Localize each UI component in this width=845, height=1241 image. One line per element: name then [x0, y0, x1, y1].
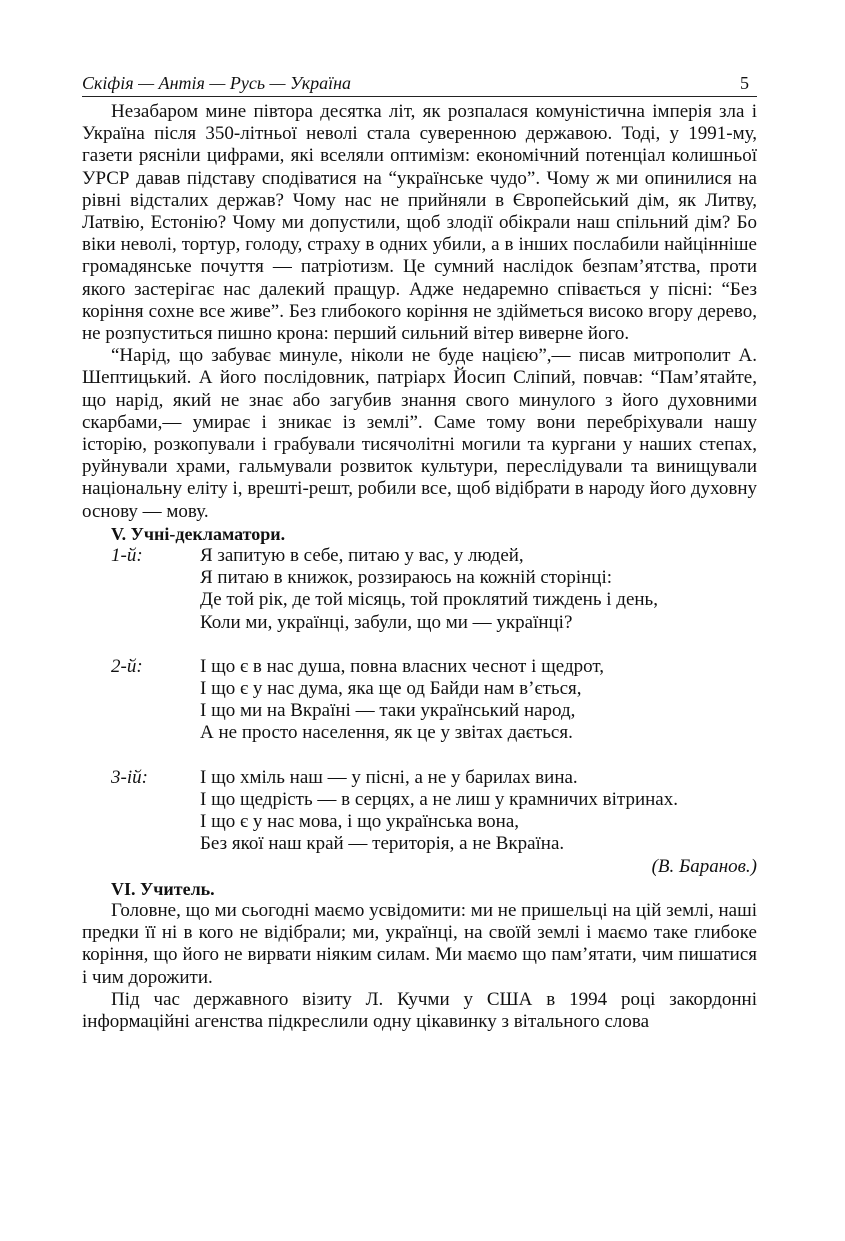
stanza-lines	[200, 545, 757, 634]
speaker-label: 2-й:	[111, 655, 143, 677]
running-title: Скіфія — Антія — Русь — Україна	[82, 73, 352, 93]
poem-line: І що є в нас душа, повна власних чеснот і щедрот,	[200, 655, 604, 677]
stanza-lines	[200, 656, 757, 745]
poem-line: І що хміль наш — у пісні, а не у барилах вина.	[200, 766, 578, 788]
speaker-label: 1-й:	[111, 545, 143, 567]
page-number: 5	[740, 73, 749, 93]
poem-line: Без якої наш край — територія, а не Вкраїна.	[200, 833, 565, 855]
poem-stanza	[82, 545, 757, 634]
paragraph-intro: Незабаром мине півтора десятка літ, як розпалася комуністична імперія зла і Україна після 350-літньої неволі стала суверенною державою. Тоді, у 1991-му, газети рясніли цифрами, які вселяли оптимізм: економічний потенціал колишньої УРСР давав підставу сподіватися на “українське чудо”. Чому ж ми опинилися на рівні відсталих держав? Чому нас не прийняли в Європейський дім, як Литву, Латвію, Естонію? Чому ми допустили, щоб злодії обікрали наш спільний дім? Бо віки неволі, тортур, голоду, страху в одних убили, а в інших послабили найцінніше громадянське почуття — патріотизм. Це сумний наслідок безпам’ятства, проти якого застерігає нас далекий пращур. Адже недаремно співається у пісні: “Без коріння сохне все живе”. Без глибокого коріння не здійметься високо вгору дерево, не розпуститься пишно крона: перший сильний вітер виверне його.	[82, 101, 757, 345]
paragraph-conclusion: Головне, що ми сьогодні маємо усвідомити: ми не пришельці на цій землі, наші предки її ні в кого не відібрали; ми, українці, на своїй землі і маємо таке глибоке коріння, що його не вирвати ніяким силам. Ми маємо що пам’ятати, чим пишатися і чим дорожити.	[82, 899, 757, 988]
poem-attribution: (В. Баранов.)	[651, 855, 757, 877]
running-header	[82, 72, 757, 97]
poem-line: І що щедрість — в серцях, а не лиш у крамничих вітринах.	[200, 788, 678, 810]
paragraph-visit: Під час державного візиту Л. Кучми у США в 1994 році закордонні інформаційні агенства підкреслили одну цікавинку з вітального слова	[82, 988, 757, 1032]
section-heading-declaimers: V. Учні-декламатори.	[111, 523, 286, 544]
stanza-lines	[200, 767, 757, 856]
paragraph-quote: “Нарід, що забуває минуле, ніколи не буде нацією”,— писав митрополит А. Шептицький. А його послідовник, патріарх Йосип Сліпий, повчав: “Пам’ятайте, що нарід, який не знає або загубив знання свого минулого з його духовними скарбами,— умирає і зникає із землі”. Саме тому вони перебріхували нашу історію, розкопували і грабували тисячолітні могили та кургани у наших степах, руйнували храми, гальмували розвиток культури, переслідували та винищували національну еліту і, врешті-решт, робили все, щоб відібрати в народу його духовну основу — мову.	[82, 345, 757, 522]
poem-line: І що є у нас мова, і що українська вона,	[200, 811, 520, 833]
poem-stanza	[82, 656, 757, 745]
poem-line: Я запитую в себе, питаю у вас, у людей,	[200, 545, 524, 567]
section-heading-teacher: VI. Учитель.	[111, 878, 215, 899]
poem-line: Коли ми, українці, забули, що ми — українці?	[200, 611, 573, 633]
poem-line: І що є у нас дума, яка ще од Байди нам в’ється,	[200, 678, 582, 700]
poem-stanza	[82, 767, 757, 856]
poem-line: Я питаю в книжок, роззираюсь на кожній сторінці:	[200, 567, 613, 589]
poem-line: А не просто населення, як це у звітах дається.	[200, 722, 573, 744]
poem-line: І що ми на Вкраїні — таки український народ,	[200, 700, 576, 722]
speaker-label: 3-ій:	[111, 766, 148, 788]
body-text	[82, 101, 757, 1033]
poem-line: Де той рік, де той місяць, той проклятий тиждень і день,	[200, 589, 658, 611]
